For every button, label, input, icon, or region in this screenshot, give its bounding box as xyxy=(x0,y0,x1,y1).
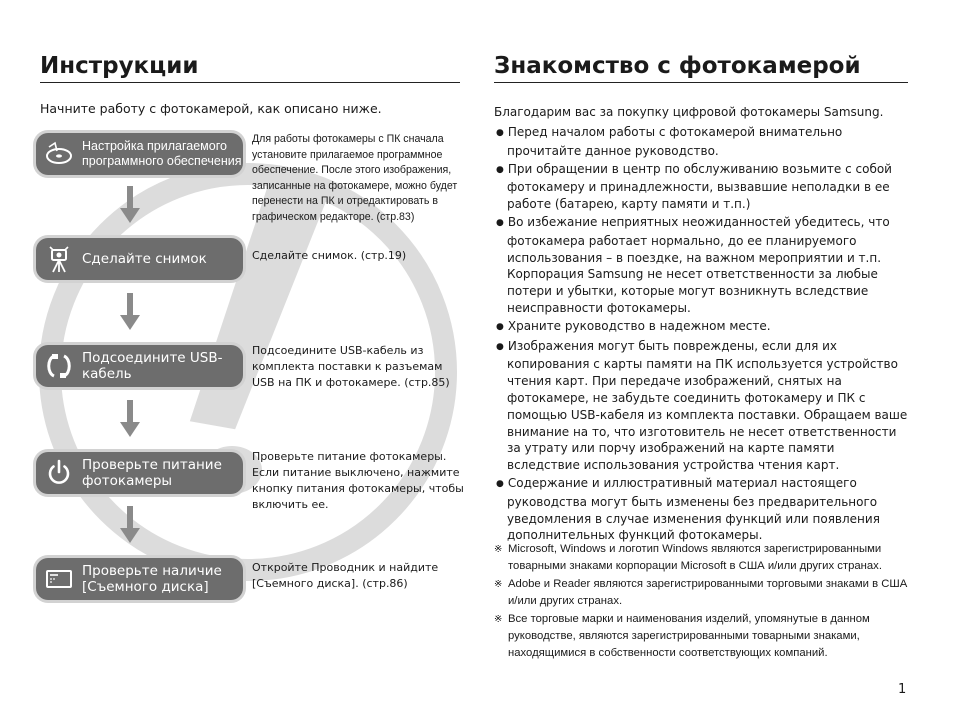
note-text: Adobe и Reader являются зарегистрированными торговыми знаками в США и/или других странах. xyxy=(508,578,908,607)
list-item: ● Перед началом работы с фотокамерой внимательно прочитайте данное руководство. xyxy=(494,124,910,160)
step-description: Проверьте питание фотокамеры. Если питание выключено, нажмите кнопку питания фотокамеры, чтобы включить ее. xyxy=(252,450,464,511)
note-mark-icon: ※ xyxy=(494,544,503,555)
step-check-removable-disk xyxy=(36,558,243,600)
note-item xyxy=(494,611,912,662)
left-page-title: Инструкции xyxy=(40,52,460,83)
step-label: Сделайте снимок xyxy=(82,251,207,267)
list-item: ● Изображения могут быть повреждены, если для их копирования с карты памяти на ПК используется устройство чтения карт. При передаче изображений, снятых на фотокамере, не забудьте соединить фотокамеру и ПК с помощью USB-кабеля из комплекта поставки. Обращаем ваше внимание на то, что изготовитель не несет ответственности за утрату или порчу изображений на карте памяти вследствие использования устройства чтения карт. xyxy=(494,338,910,474)
down-arrow-icon xyxy=(119,186,141,224)
usb-connect-icon xyxy=(36,345,82,387)
note-text: Microsoft, Windows и логотип Windows являются зарегистрированными товарными знаками корпорации Microsoft в США и/или других странах. xyxy=(508,543,882,572)
step-install-software xyxy=(36,133,243,175)
down-arrow-icon xyxy=(119,293,141,331)
step-description: Откройте Проводник и найдите [Съемного диска]. (стр.86) xyxy=(252,561,439,590)
removable-disk-icon xyxy=(36,558,82,600)
step-description: Сделайте снимок. (стр.19) xyxy=(252,249,407,262)
list-item: ● Содержание и иллюстративный материал настоящего руководства могут быть изменены без предварительного уведомления в случае изменения функций или появления дополнительных функций фотокамеры. xyxy=(494,475,910,544)
list-item: ● Храните руководство в надежном месте. xyxy=(494,318,910,337)
step-description: Для работы фотокамеры с ПК сначала установите прилагаемое программное обеспечение. После этого изображения, записанные на фотокамере, можно будет перенести на ПК и отредактировать в графическом редакторе. (стр.83) xyxy=(252,133,458,223)
list-item: ● Во избежание неприятных неожиданностей убедитесь, что фотокамера работает нормально, до ее планируемого использования – в поездке, на важном мероприятии и т.п. Корпорация Samsung не несет ответственности за любые потери и убытки, которые могут возникнуть вследствие неисправности фотокамеры. xyxy=(494,214,910,317)
note-item xyxy=(494,576,912,610)
note-item xyxy=(494,541,912,575)
right-page-title: Знакомство с фотокамерой xyxy=(494,52,908,83)
list-item: ● При обращении в центр по обслуживанию возьмите с собой фотокамеру и принадлежности, вызвавшие неполадки в ее работе (батарею, карту памяти и т.п.) xyxy=(494,161,910,213)
step-label: Настройка прилагаемого программного обеспечения xyxy=(82,139,242,168)
step-take-photo xyxy=(36,238,243,280)
step-label: Проверьте питание фотокамеры xyxy=(82,457,222,489)
page-number: 1 xyxy=(898,682,907,697)
step-check-power xyxy=(36,452,243,494)
left-intro-text: Начните работу с фотокамерой, как описано ниже. xyxy=(40,101,382,116)
step-description: Подсоедините USB-кабель из комплекта поставки к разъемам USB на ПК и фотокамере. (стр.85) xyxy=(252,344,450,389)
down-arrow-icon xyxy=(119,400,141,438)
right-intro-text: Благодарим вас за покупку цифровой фотокамеры Samsung. xyxy=(494,105,884,119)
trademark-notes xyxy=(494,541,912,663)
step-label: Подсоедините USB-кабель xyxy=(82,350,223,382)
camera-tripod-icon xyxy=(36,238,82,280)
step-label: Проверьте наличие [Съемного диска] xyxy=(82,563,222,595)
note-mark-icon: ※ xyxy=(494,614,503,625)
cd-disc-icon xyxy=(36,133,82,175)
note-text: Все торговые марки и наименования изделий, упомянутые в данном руководстве, являются зарегистрированными товарными знаками, находящимися в собственности соответствующих компаний. xyxy=(508,613,870,659)
note-mark-icon: ※ xyxy=(494,579,503,590)
power-icon xyxy=(36,452,82,494)
down-arrow-icon xyxy=(119,506,141,544)
step-connect-usb xyxy=(36,345,243,387)
safety-bullet-list xyxy=(494,124,910,545)
